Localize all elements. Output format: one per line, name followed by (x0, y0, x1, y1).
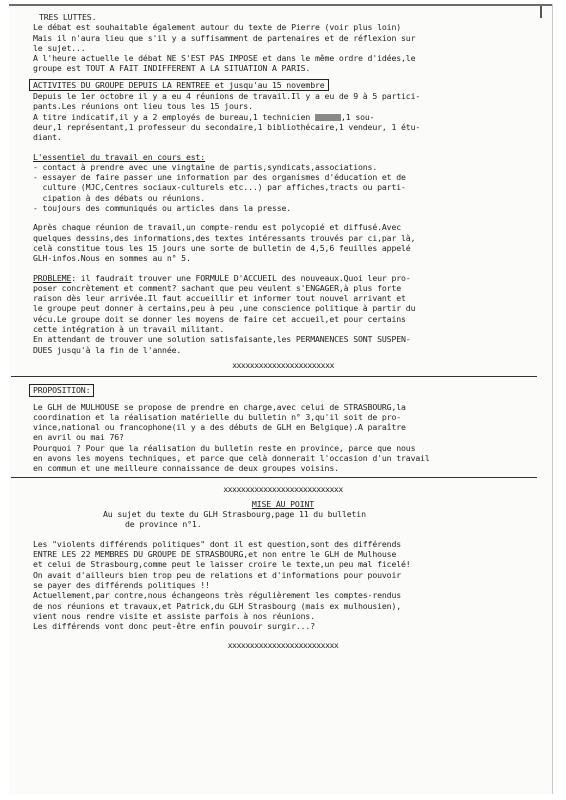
mise-au-point-line: et celui de Strasbourg,comme peut le laisser croire le texte,un peu mal ficelé! (33, 559, 411, 570)
proposition-line: en commun et une meilleure connaissance de deux groupes voisins. (33, 463, 339, 474)
essentiel-item: cipation à des débats ou réunions. (33, 192, 206, 203)
probleme-line: DUES jusqu'à la fin de l'année. (33, 344, 182, 355)
intro-line: Mais il n'aura lieu que s'il y a suffisamment de partenaires et de réflexion sur (33, 32, 416, 43)
compte-rendu-line: celà constitue tous les 15 jours une sorte de bulletin de 4,5,6 feuilles appelé (33, 242, 411, 253)
essentiel-heading: L'essentiel du travail en cours est: (33, 151, 206, 162)
mise-au-point-line: ENTRE LES 22 MEMBRES DU GROUPE DE STRASBOURG,et non entre le GLH de Mulhouse (33, 549, 397, 560)
probleme-line: vécu.Le groupe doit se donner les moyens de faire cet accueil,et pour certains (33, 313, 406, 324)
compte-rendu-line: quelques dessins,des informations,des textes intéressants trouvés par ci,par là, (33, 232, 416, 243)
proposition-line: Pourquoi ? Pour que la réalisation du bulletin reste en province, parce que nous (33, 442, 416, 453)
probleme-section (33, 273, 533, 371)
intro-section (33, 12, 533, 74)
mise-au-point-section (33, 499, 533, 651)
compte-rendu-line: Après chaque réunion de travail,un compte-rendu est polycopié et diffusé.Avec (33, 222, 402, 233)
proposition-line: coordination et la réalisation matérielle du bulletin n° 3,qu'il soit de pro- (33, 411, 402, 422)
intro-line: TRES LUTTES. (39, 12, 97, 22)
activites-line: diant. (33, 132, 62, 143)
intro-line: groupe est TOUT A FAIT INDIFFERENT A LA SITUATION A PARIS. (33, 63, 311, 74)
essentiel-item: - essayer de faire passer une information par des organismes d'éducation et de (33, 172, 406, 183)
separator: xxxxxxxxxxxxxxxxxxxxxxxxxxx (223, 483, 343, 494)
activites-line: pants.Les réunions ont lieu tous les 15 jours. (33, 101, 253, 112)
probleme-label: PROBLEME (33, 272, 72, 283)
document-page (9, 4, 553, 794)
redaction-mark (315, 114, 341, 121)
activites-line: A titre indicatif,il y a 2 employés de bureau,1 technicien (33, 111, 311, 122)
activites-line: deur,1 représentant,1 professeur du secondaire,1 bibliothécaire,1 vendeur, 1 étu- (33, 121, 421, 132)
mise-au-point-heading: MISE AU POINT (251, 498, 315, 509)
essentiel-item: culture (MJC,Centres sociaux-culturels etc...) par affiches,tracts ou parti- (33, 182, 406, 193)
probleme-line: cette intégration à un travail militant. (33, 324, 225, 335)
mise-au-point-line: vient nous rendre visite et assiste parfois à nos réunions. (33, 610, 315, 621)
mise-au-point-line: se payer des différends politiques !! (33, 579, 210, 590)
essentiel-item: - contact à prendre avec une vingtaine de partis,syndicats,associations. (33, 161, 378, 172)
compte-rendu-section (33, 222, 533, 263)
proposition-line: Le GLH de MULHOUSE se propose de prendre en charge,avec celui de STRASBOURG,la (33, 401, 406, 412)
mise-au-point-line: Les "violents différends politiques" dont il est question,sont des différends (33, 538, 402, 549)
mise-au-point-line: Actuellement,par contre,nous échangeons très régulièrement les comptes-rendus (33, 590, 402, 601)
activites-line: ,1 sou- (340, 111, 375, 122)
intro-line: A l'heure actuelle le débat NE S'EST PAS IMPOSE et dans le même ordre d'idées,le (33, 53, 416, 64)
corner-mark (540, 6, 542, 18)
probleme-line: En attendant de trouver une solution satisfaisante,les PERMANENCES SONT SUSPEN- (33, 334, 411, 345)
mise-au-point-line: de nos réunions et travaux,et Patrick,du GLH Strasbourg (mais ex mulhousien), (33, 600, 402, 611)
horizontal-rule (11, 477, 537, 478)
proposition-line: vince,national ou francophone(il y a des débuts de GLH en Belgique).A paraître (33, 422, 406, 433)
intro-line: le sujet... (33, 42, 86, 53)
separator: xxxxxxxxxxxxxxxxxxxxxxxxx (227, 640, 339, 651)
intro-line: Le débat est souhaitable également autour du texte de Pierre (voir plus loin) (33, 22, 402, 33)
activites-heading: ACTIVITES DU GROUPE DEPUIS LA RENTREE et jusqu'au 15 novembre (29, 79, 329, 91)
document-body (33, 12, 533, 651)
horizontal-rule (11, 376, 537, 377)
proposition-section (33, 384, 533, 473)
mise-au-point-line: On avait d'ailleurs bien trop peu de relations et d'informations pour pouvoir (33, 569, 402, 580)
probleme-line: poser concrètement et comment? sachant que peu veulent s'ENGAGER,à plus forte (33, 282, 402, 293)
mise-au-point-subheading: Au sujet du texte du GLH Strasbourg,page 11 du bulletin (103, 509, 366, 520)
probleme-line: le groupe peut donner à certains,peu à peu ,une conscience politique à partir du (33, 303, 416, 314)
mise-au-point-subheading: de province n°1. (125, 519, 202, 530)
proposition-line: en avril ou mai 76? (33, 432, 124, 443)
proposition-heading: PROPOSITION: (29, 384, 94, 396)
essentiel-section (33, 152, 533, 214)
activites-line: Depuis le 1er octobre il y a eu 4 réunions de travail.Il y a eu de 9 à 5 partici- (33, 91, 421, 102)
separator: xxxxxxxxxxxxxxxxxxxxxxx (232, 359, 334, 370)
page-top-edge (9, 4, 552, 6)
activites-section (33, 79, 533, 143)
mise-au-point-line: Les différends vont donc peut-être enfin pouvoir surgir...? (33, 621, 315, 632)
proposition-line: en avons les moyens techniques, et parce que celà donnerait l'occasion d'un travail (33, 452, 430, 463)
probleme-line: : il faudrait trouver une FORMULE D'ACCUEIL des nouveaux.Quoi leur pro- (71, 272, 411, 283)
probleme-line: raison dès leur arrivée.Il faut accueillir et informer tout nouvel arrivant et (33, 293, 406, 304)
essentiel-item: - toujours des communiqués ou articles dans la presse. (33, 203, 292, 214)
compte-rendu-line: GLH-infos.Nous en sommes au n° 5. (33, 253, 191, 264)
